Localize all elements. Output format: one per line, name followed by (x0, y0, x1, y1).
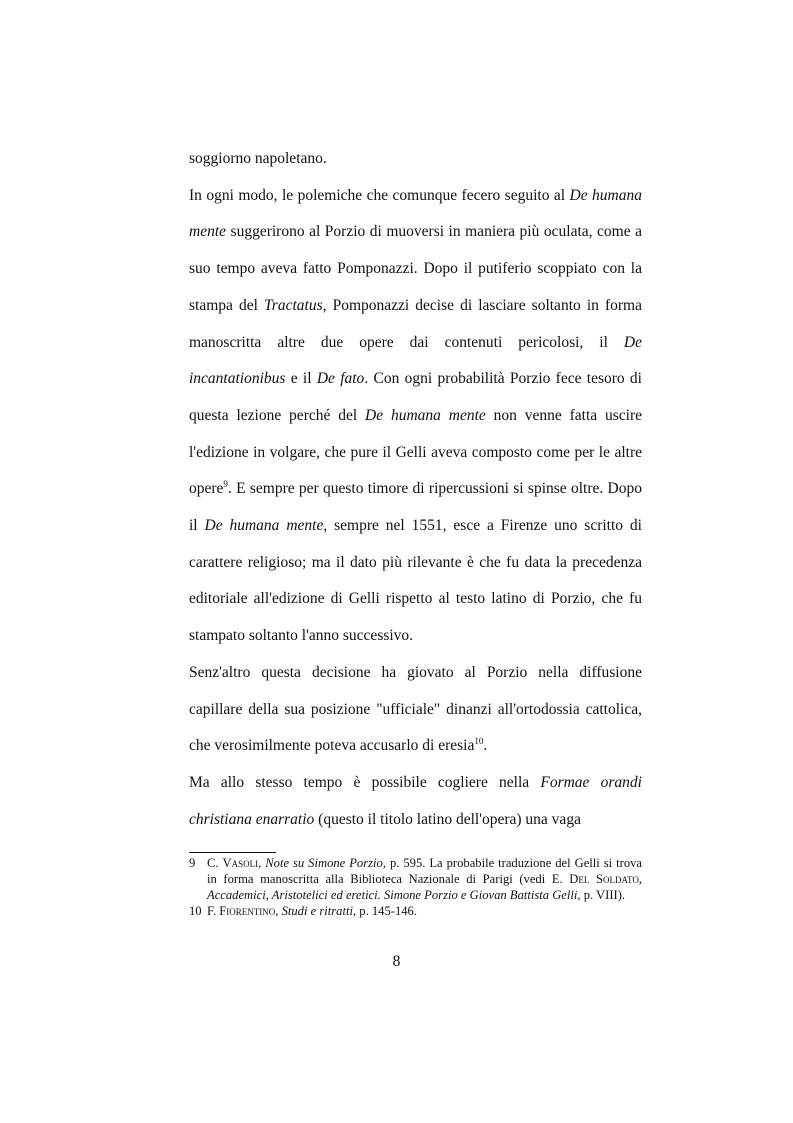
text-run: , (275, 904, 282, 918)
paragraph (189, 765, 642, 838)
text-run: soggiorno napoletano. (189, 150, 327, 167)
text-run: . Con ogni probabilità Porzio fece tesoro di questa lezione perché del (189, 370, 642, 424)
footnote-ref: 9 (223, 479, 228, 490)
italic-text: Formae orandi christiana enarratio (189, 773, 642, 828)
text-run: (questo il titolo latino dell'opera) una vaga (314, 810, 581, 828)
text-run: In ogni modo, le polemiche che comunque fecero seguito al (189, 186, 570, 204)
text-run: , Pomponazzi decise di lasciare soltanto in forma manoscritta altre due opere dai contenuti pericolosi, il (189, 296, 642, 351)
footnote (189, 855, 642, 903)
italic-text: De fato (316, 370, 365, 388)
footnote-text (207, 903, 642, 919)
page-number: 8 (392, 953, 401, 970)
footnote-number: 10 (189, 904, 202, 918)
italic-text: Note su Simone Porzio (265, 856, 383, 870)
italic-text: De humana mente (365, 406, 486, 424)
italic-text: Studi e ritratti (281, 904, 353, 918)
footnote (189, 903, 642, 919)
italic-text: Accademici, Aristotelici ed eretici. Simone Porzio e Giovan Battista Gelli (207, 888, 578, 902)
italic-text: Tractatus (264, 296, 323, 314)
footnote-ref: 10 (474, 736, 484, 747)
text-run: . (483, 737, 488, 755)
text-run: , (258, 856, 266, 870)
footnote-number: 9 (189, 856, 196, 870)
text-run: , p. 145-146. (352, 904, 417, 918)
text-run: Vasoli (222, 856, 259, 870)
text-run: C. (207, 856, 223, 870)
text-run: Del Soldato (569, 872, 639, 886)
text-run: Fiorentino (219, 904, 276, 918)
text-run: , p. 595. La probabile traduzione del Gelli si trova in forma manoscritta alla Biblioteca Nazionale di Parigi (vedi E. (207, 856, 643, 886)
body-text (189, 141, 642, 838)
italic-text: De humana mente (204, 517, 324, 535)
italic-text: De incantationibus (189, 333, 642, 388)
footnotes (189, 855, 642, 919)
text-run: e il (285, 370, 317, 388)
text-run: Ma allo stesso tempo è possibile cogliere nella (189, 773, 541, 791)
text-run: F. (207, 904, 220, 918)
paragraph (189, 141, 642, 178)
text-run: , p. VIII). (577, 888, 626, 902)
text-run: , sempre nel 1551, esce a Firenze uno scritto di carattere religioso; ma il dato più rilevante è che fu data la precedenza editoriale all'edizione di Gelli rispetto al testo latino di Porzio, che fu stampato soltanto l'anno successivo. (189, 517, 642, 645)
text-run: non venne fatta uscire l'edizione in volgare, che pure il Gelli aveva composto come per le altre opere (189, 406, 642, 498)
footnote-separator (189, 852, 276, 853)
paragraph (189, 655, 642, 765)
text-run: , (638, 872, 642, 886)
italic-text: De humana mente (189, 186, 642, 241)
text-run: . E sempre per questo timore di ripercussioni si spinse oltre. Dopo il (189, 480, 642, 535)
footnote-text (207, 855, 642, 903)
text-run: suggerirono al Porzio di muoversi in maniera più oculata, come a suo tempo aveva fatto Pomponazzi. Dopo il putiferio scoppiato con la stampa del (189, 223, 642, 314)
paragraph (189, 178, 642, 655)
text-run: Senz'altro questa decisione ha giovato al Porzio nella diffusione capillare della sua posizione "ufficiale" dinanzi all'ortodossia cattolica, che verosimilmente poteva accusarlo di eresia (189, 663, 642, 755)
